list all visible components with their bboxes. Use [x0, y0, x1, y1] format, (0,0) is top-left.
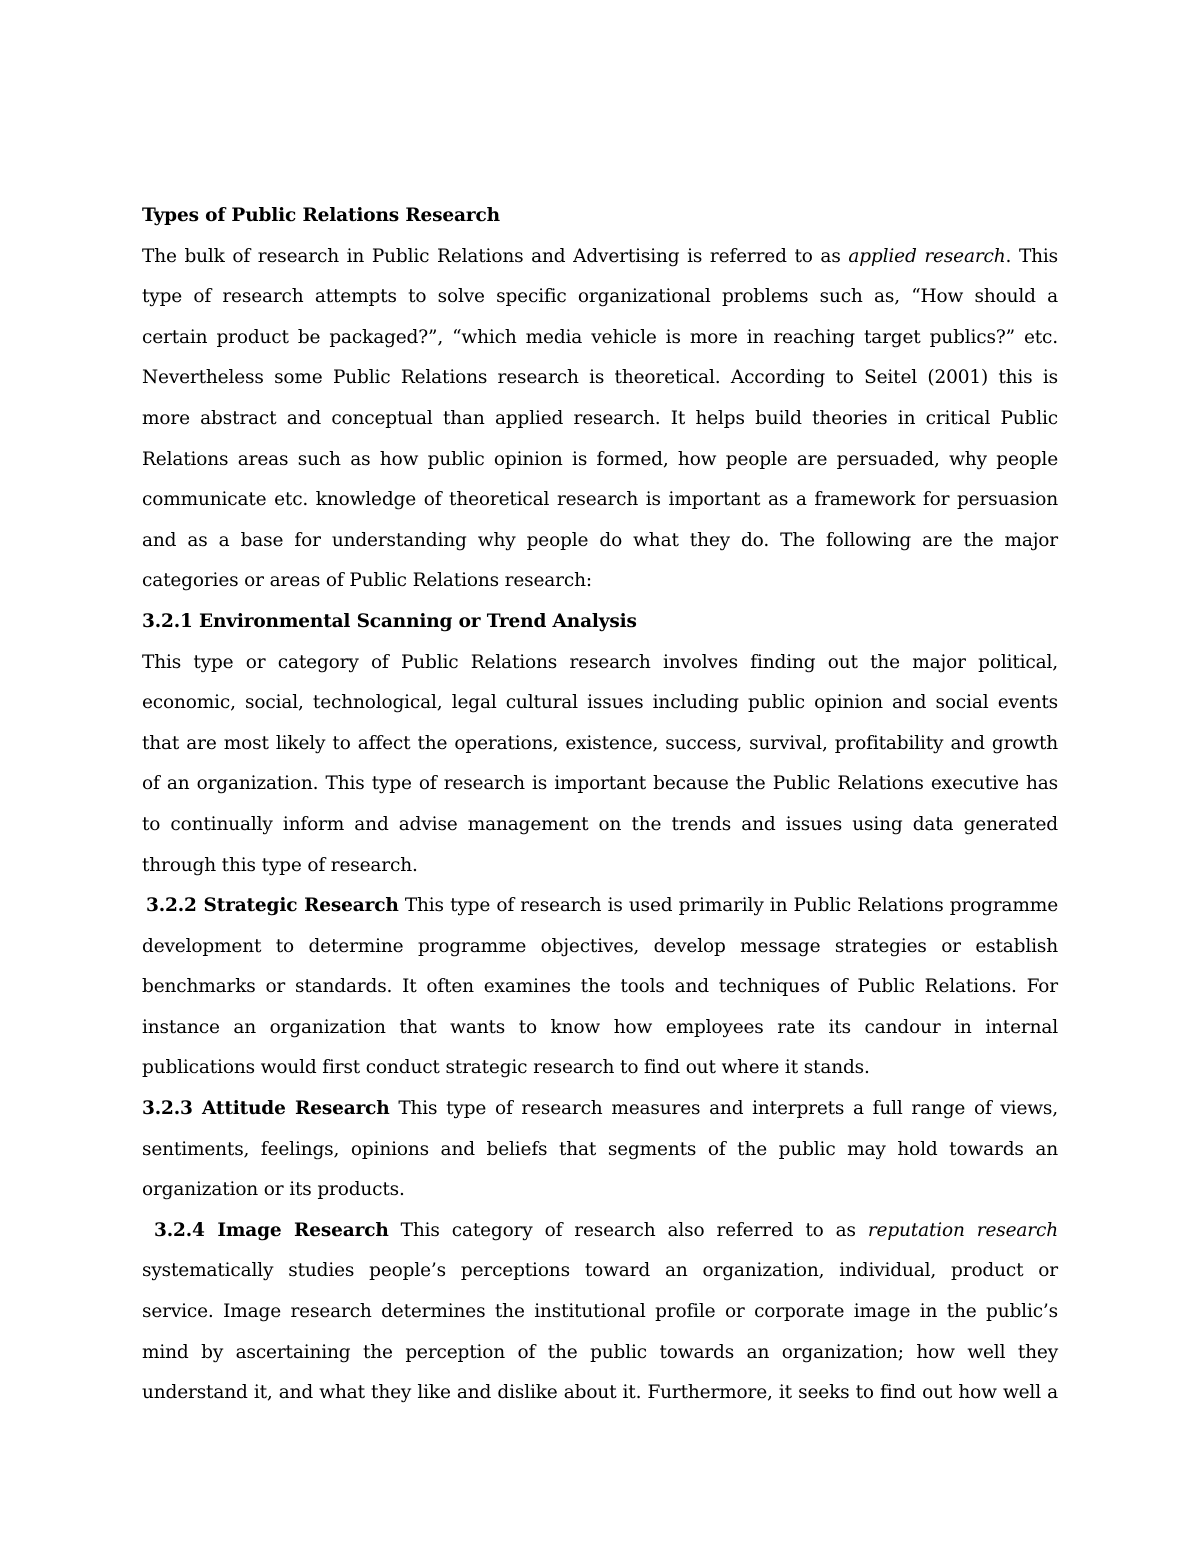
- heading-3-2-2: 3.2.2 Strategic Research: [146, 895, 399, 917]
- intro-line-4: Nevertheless some Public Relations research is theoretical. According to Seitel (2001) this is: [142, 367, 1058, 389]
- s321-line-2: economic, social, technological, legal cultural issues including public opinion and social events: [142, 692, 1058, 714]
- s323-line-1: 3.2.3 Attitude Research This type of research measures and interprets a full range of views,: [142, 1098, 1059, 1120]
- intro-line-9: categories or areas of Public Relations research:: [142, 570, 592, 592]
- section-title: Types of Public Relations Research: [142, 205, 500, 226]
- s322-line-1: 3.2.2 Strategic Research This type of research is used primarily in Public Relations programme: [146, 895, 1058, 917]
- s323-line-2: sentiments, feelings, opinions and beliefs that segments of the public may hold towards an: [142, 1138, 1058, 1160]
- s323-line-3: organization or its products.: [142, 1179, 405, 1201]
- s324-line-3: service. Image research determines the institutional profile or corporate image in the public’s: [142, 1301, 1058, 1323]
- document-page: [142, 196, 1058, 1414]
- s324-line-1: 3.2.4 Image Research This category of research also referred to as reputation research: [154, 1219, 1058, 1241]
- applied-research-emphasis: applied research: [848, 245, 1006, 267]
- intro-line-5: more abstract and conceptual than applied research. It helps build theories in critical Public: [142, 407, 1058, 429]
- s321-line-1: This type or category of Public Relations research involves finding out the major political,: [142, 651, 1058, 673]
- intro-line-3: certain product be packaged?”, “which media vehicle is more in reaching target publics?” etc.: [142, 326, 1058, 348]
- intro-line-2: type of research attempts to solve specific organizational problems such as, “How should a: [142, 286, 1058, 308]
- s324-line-2: systematically studies people’s perceptions toward an organization, individual, product or: [142, 1260, 1058, 1282]
- s322-line-5: publications would first conduct strategic research to find out where it stands.: [142, 1057, 870, 1079]
- s321-line-4: of an organization. This type of research is important because the Public Relations executive has: [142, 773, 1058, 795]
- s321-line-3: that are most likely to affect the operations, existence, success, survival, profitability and growth: [142, 732, 1058, 754]
- s324-line-4: mind by ascertaining the perception of the public towards an organization; how well they: [142, 1341, 1058, 1363]
- s321-line-6: through this type of research.: [142, 854, 418, 876]
- heading-3-2-3: 3.2.3 Attitude Research: [142, 1098, 390, 1120]
- s322-line-3: benchmarks or standards. It often examines the tools and techniques of Public Relations. For: [142, 976, 1058, 998]
- intro-line-7: communicate etc. knowledge of theoretical research is important as a framework for persuasion: [142, 489, 1058, 511]
- intro-line-8: and as a base for understanding why people do what they do. The following are the major: [142, 529, 1058, 551]
- s322-line-4: instance an organization that wants to know how employees rate its candour in internal: [142, 1016, 1058, 1038]
- heading-3-2-4: 3.2.4 Image Research: [154, 1219, 389, 1241]
- intro-line-1: The bulk of research in Public Relations and Advertising is referred to as applied research. This: [142, 245, 1059, 267]
- s324-line-5: understand it, and what they like and dislike about it. Furthermore, it seeks to find out how well a: [142, 1382, 1058, 1404]
- reputation-research-emphasis: reputation research: [867, 1219, 1058, 1241]
- s322-line-2: development to determine programme objectives, develop message strategies or establish: [142, 935, 1058, 957]
- intro-line-6: Relations areas such as how public opinion is formed, how people are persuaded, why people: [142, 448, 1058, 470]
- heading-3-2-1: 3.2.1 Environmental Scanning or Trend Analysis: [142, 610, 637, 632]
- s321-line-5: to continually inform and advise management on the trends and issues using data generated: [142, 813, 1058, 835]
